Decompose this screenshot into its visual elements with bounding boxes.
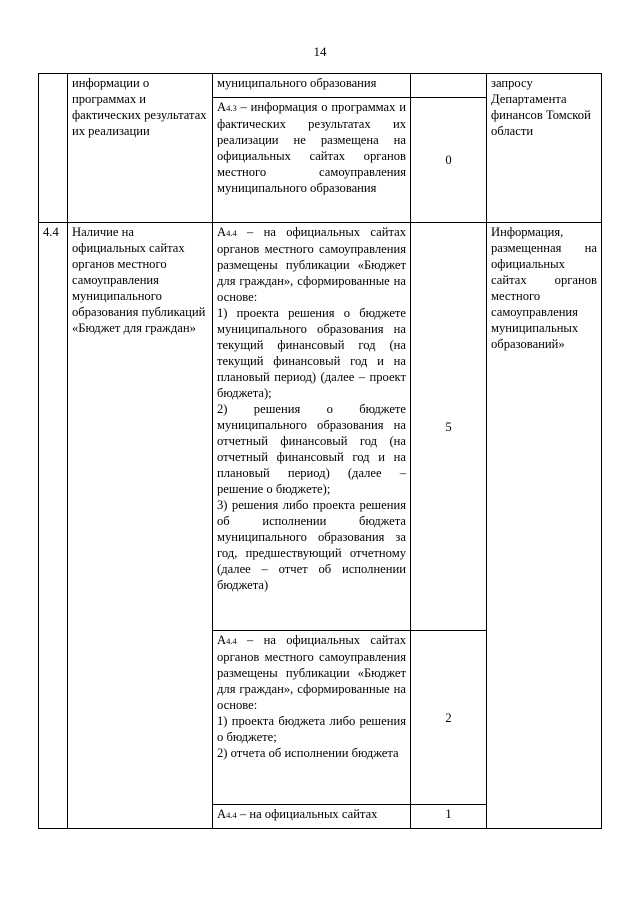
score-value: 5 bbox=[445, 419, 452, 434]
score-value: 1 bbox=[445, 807, 452, 821]
description-intro: – на официальных сайтах органов местного самоуправления размещены публикации «Бюджет для граждан», сформированные на основе: bbox=[217, 225, 406, 304]
score-cell bbox=[411, 223, 487, 631]
code-letter: А bbox=[217, 633, 227, 647]
score-cell bbox=[411, 805, 487, 829]
description-item: 2) отчета об исполнении бюджета bbox=[217, 746, 399, 760]
score-value: 0 bbox=[445, 153, 452, 167]
score-value: 2 bbox=[445, 710, 452, 725]
code-letter: А bbox=[217, 225, 227, 239]
criterion-number: 4.4 bbox=[43, 225, 59, 239]
source-cell bbox=[487, 223, 602, 829]
code-letter: А bbox=[217, 100, 227, 114]
description-intro: – на официальных сайтах органов местного самоуправления размещены публикации «Бюджет для граждан», сформированные на основе: bbox=[217, 633, 406, 712]
source-cell bbox=[487, 74, 602, 223]
description-cell bbox=[213, 223, 411, 631]
page-number: 14 bbox=[313, 44, 327, 59]
criterion-text: Наличие на официальных сайтах органов местного самоуправления муниципального образования публикаций «Бюджет для граждан» bbox=[72, 225, 206, 335]
description-item: 1) проекта решения о бюджете муниципального образования на текущий финансовый год (на текущий финансовый год и на плановый период) (далее – проект бюджета); bbox=[217, 306, 406, 400]
description-item: 1) проекта бюджета либо решения о бюджете; bbox=[217, 714, 406, 744]
description-cell bbox=[213, 805, 411, 829]
score-cell bbox=[411, 631, 487, 805]
description-text: муниципального образования bbox=[217, 76, 377, 90]
code-subscript: 4.4 bbox=[226, 636, 237, 646]
source-text: Информация, размещенная на официальных сайтах органов местного самоуправления муниципальных образований» bbox=[491, 225, 597, 351]
description-text: – информация о программах и фактических результатах их реализации не размещена на официальных сайтах органов местного самоуправления муниципального образования bbox=[217, 100, 406, 195]
source-text: запросу Департамента финансов Томской области bbox=[491, 76, 591, 138]
criterion-cell bbox=[68, 223, 213, 829]
description-cell bbox=[213, 74, 411, 98]
code-subscript: 4.3 bbox=[226, 103, 237, 113]
code-letter: А bbox=[217, 807, 227, 821]
description-item: 3) решения либо проекта решения об исполнении бюджета муниципального образования за год, предшествующий отчетному (далее – отчет об исполнении бюджета) bbox=[217, 498, 406, 592]
table-row bbox=[39, 74, 602, 98]
table-row bbox=[39, 223, 602, 631]
description-item: 2) решения о бюджете муниципального образования на отчетный финансовый год (на отчетный финансовый год и на плановый период) (далее – решение о бюджете); bbox=[217, 402, 406, 496]
number-cell-empty bbox=[39, 74, 68, 223]
score-cell bbox=[411, 98, 487, 223]
number-cell bbox=[39, 223, 68, 829]
criterion-cell bbox=[68, 74, 213, 223]
description-cell bbox=[213, 98, 411, 223]
description-cell bbox=[213, 631, 411, 805]
description-intro: – на официальных сайтах bbox=[236, 807, 378, 821]
criteria-table bbox=[38, 73, 602, 829]
criterion-text: информации о программах и фактических результатах их реализации bbox=[72, 76, 207, 138]
code-subscript: 4.4 bbox=[226, 810, 237, 820]
score-cell bbox=[411, 74, 487, 98]
code-subscript: 4.4 bbox=[226, 228, 237, 238]
